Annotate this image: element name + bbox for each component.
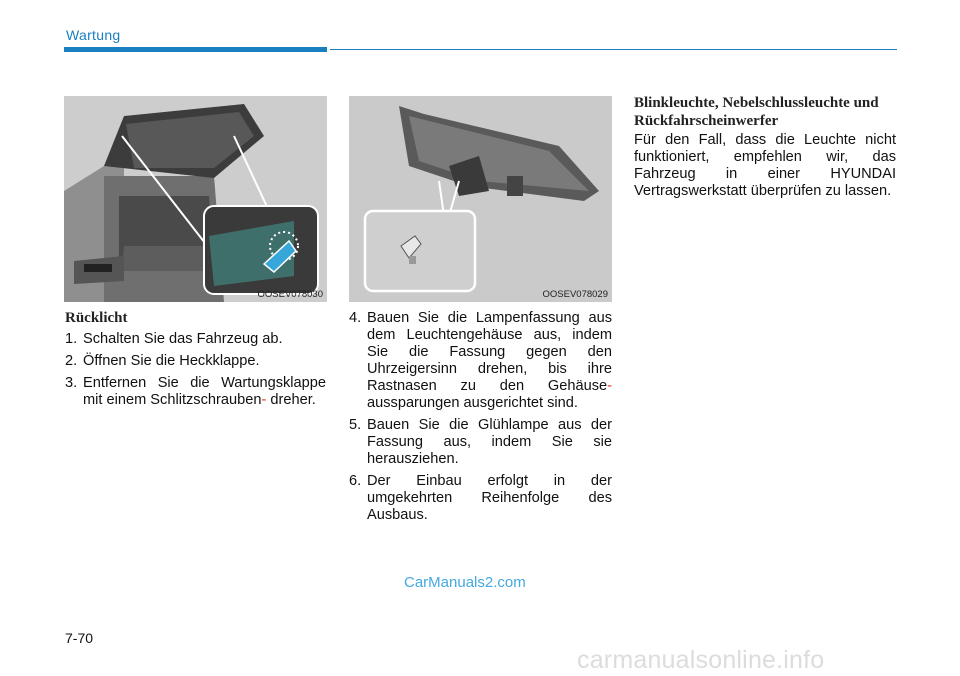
service-paragraph: Für den Fall, dass die Leuchte nicht funktioniert, empfehlen wir, das Fahrzeug in einer HYUNDAI Vertragswerkstatt überprüfen zu lassen. <box>634 132 896 199</box>
step-item: 2. Öffnen Sie die Heckklappe. <box>65 353 260 369</box>
step-item: 4. Bauen Sie die Lampenfassung aus dem Leuchtengehäuse aus, indem Sie die Fassung gegen den Uhrzeigersinn drehen, bis ihre Rastnasen zu den Gehäuse- aussparungen ausgerichtet sind. <box>349 310 612 411</box>
rear-light-heading: Rücklicht <box>65 310 128 326</box>
figure-code-left: OOSEV078030 <box>257 289 323 300</box>
section-title: Wartung <box>66 27 121 43</box>
figure-lamp-socket <box>349 96 612 302</box>
figure-code-middle: OOSEV078029 <box>542 289 608 300</box>
watermark-domain: carmanualsonline.info <box>577 646 825 674</box>
watermark-site: CarManuals2.com <box>404 574 526 591</box>
step-item: 6. Der Einbau erfolgt in der umgekehrten Reihenfolge des Ausbaus. <box>349 473 612 523</box>
tailgate-illustration <box>64 96 327 302</box>
turn-fog-reverse-heading: Blinkleuchte, Nebelschlussleuchte und Rückfahrscheinwerfer <box>634 95 879 129</box>
lamp-socket-illustration <box>349 96 612 302</box>
step-item: 1. Schalten Sie das Fahrzeug ab. <box>65 331 283 347</box>
step-item: 5. Bauen Sie die Glühlampe aus der Fassung aus, indem Sie sie herausziehen. <box>349 417 612 467</box>
steps-list-col1 <box>65 331 326 414</box>
header-rule-accent <box>64 47 327 52</box>
header-rule <box>330 49 897 50</box>
steps-list-col2 <box>349 310 612 529</box>
figure-tailgate <box>64 96 327 302</box>
page-number: 7-70 <box>65 630 94 646</box>
step-item: 3. Entfernen Sie die Wartungsklappe mit einem Schlitzschrauben- dreher. <box>65 375 326 408</box>
